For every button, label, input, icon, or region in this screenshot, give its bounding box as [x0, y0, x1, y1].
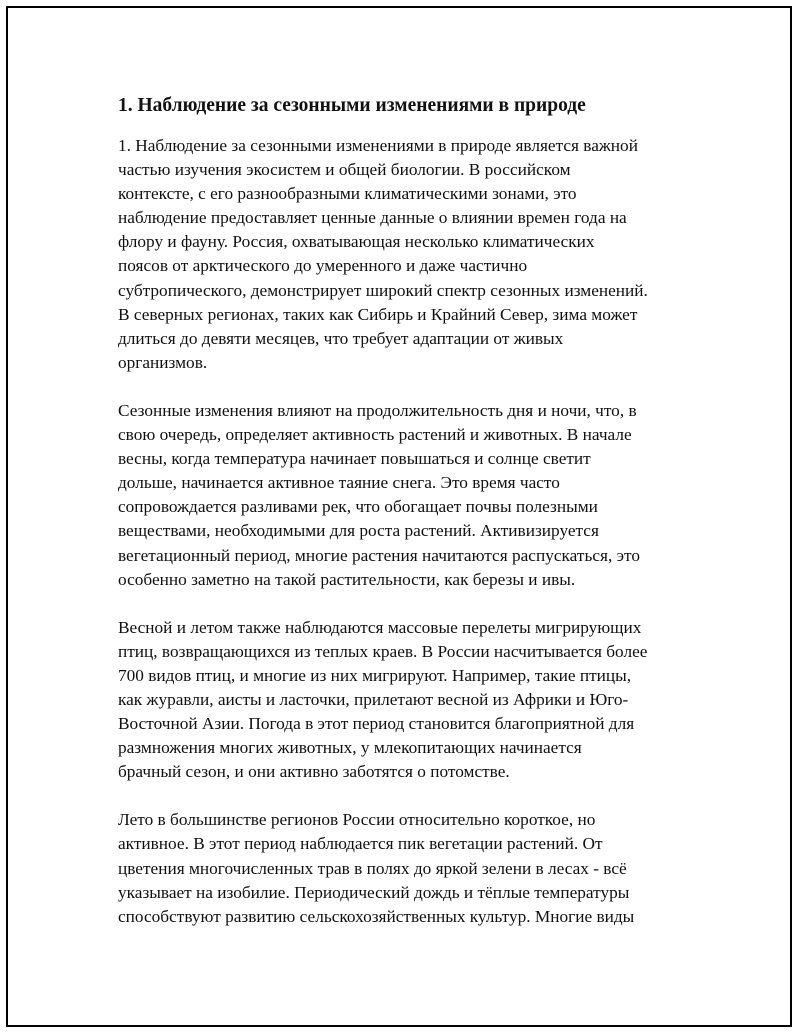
text-line: Весной и летом также наблюдаются массовые перелеты мигрирующих — [118, 617, 642, 637]
text-line: вегетационный период, многие растения начитаются распускаться, это — [118, 545, 640, 565]
text-line: цветения многочисленных трав в полях до яркой зелени в лесах - всё — [118, 858, 627, 878]
text-line: Восточной Азии. Погода в этот период становится благоприятной для — [118, 714, 635, 734]
paragraph-1 — [118, 134, 686, 375]
text-line: Лето в большинстве регионов России относительно короткое, но — [118, 810, 596, 830]
text-line: птиц, возвращающихся из теплых краев. В России насчитывается более — [118, 641, 648, 661]
text-line: брачный сезон, и они активно заботятся о потомстве. — [118, 762, 510, 782]
text-line: наблюдение предоставляет ценные данные о влиянии времен года на — [118, 208, 627, 228]
text-line: длиться до девяти месяцев, что требует адаптации от живых — [118, 328, 564, 348]
text-line: флору и фауну. Россия, охватывающая несколько климатических — [118, 232, 595, 252]
text-line: сопровождается разливами рек, что обогащает почвы полезными — [118, 497, 598, 517]
text-line: как журавли, аисты и ласточки, прилетают весной из Африки и Юго- — [118, 689, 629, 709]
text-line: веществами, необходимыми для роста растений. Активизируется — [118, 521, 599, 541]
text-line: контексте, с его разнообразными климатическими зонами, это — [118, 184, 577, 204]
text-line: организмов. — [118, 352, 208, 372]
paragraph-4 — [118, 808, 686, 928]
paragraph-2 — [118, 399, 686, 592]
text-line: способствуют развитию сельскохозяйственных культур. Многие виды — [118, 906, 635, 926]
document-body — [118, 92, 686, 953]
text-line: субтропического, демонстрирует широкий спектр сезонных изменений. — [118, 280, 648, 300]
text-line: дольше, начинается активное таяние снега. Это время часто — [118, 473, 560, 493]
text-line: частью изучения экосистем и общей биологии. В российском — [118, 160, 571, 180]
paragraph-3 — [118, 616, 686, 785]
text-line: Сезонные изменения влияют на продолжительность дня и ночи, что, в — [118, 400, 637, 420]
text-line: указывает на изобилие. Периодический дождь и тёплые температуры — [118, 882, 630, 902]
document-title: 1. Наблюдение за сезонными изменениями в природе — [118, 95, 586, 116]
text-line: активное. В этот период наблюдается пик вегетации растений. От — [118, 834, 603, 854]
text-line: особенно заметно на такой растительности, как березы и ивы. — [118, 569, 576, 589]
text-line: поясов от арктического до умеренного и даже частично — [118, 256, 528, 276]
text-line: размножения многих животных, у млекопитающих начинается — [118, 738, 582, 758]
text-line: 1. Наблюдение за сезонными изменениями в природе является важной — [118, 136, 638, 155]
text-line: В северных регионах, таких как Сибирь и Крайний Север, зима может — [118, 304, 638, 324]
text-line: свою очередь, определяет активность растений и животных. В начале — [118, 425, 632, 445]
text-line: 700 видов птиц, и многие из них мигрируют. Например, такие птицы, — [118, 665, 632, 685]
text-line: весны, когда температура начинает повышаться и солнце светит — [118, 449, 591, 469]
